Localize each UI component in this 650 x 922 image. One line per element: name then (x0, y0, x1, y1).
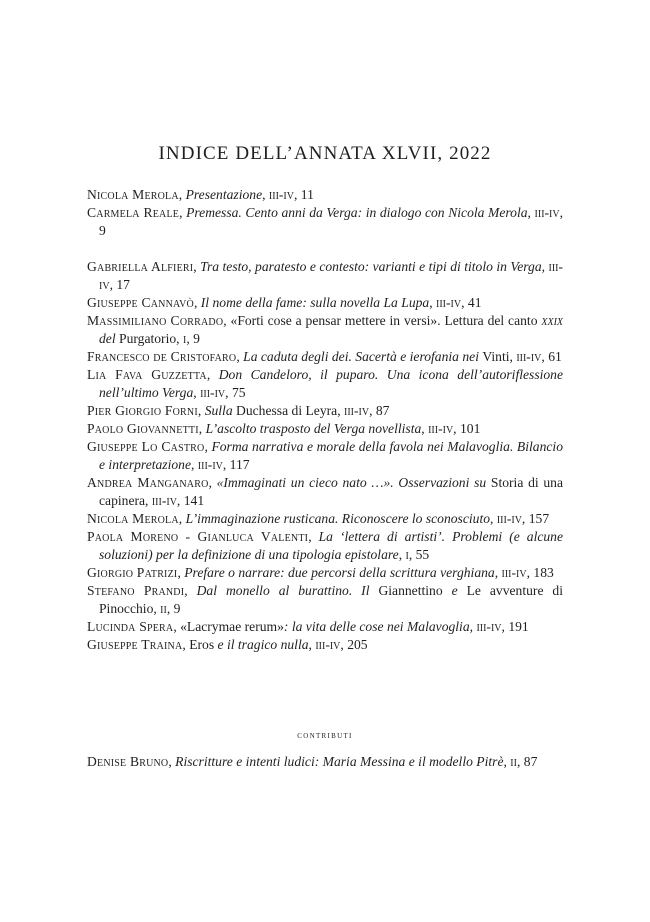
entry-volume: iii-iv (516, 349, 542, 364)
entry-volume: iii-iv (436, 295, 462, 310)
entry-author: Massimiliano Corrado (87, 313, 224, 328)
entry-volume: iii-iv (197, 457, 223, 472)
entry-separator: , (509, 349, 517, 364)
entry-page: , 9 (166, 601, 181, 616)
entry-title-segment: La caduta degli dei. Sacertà e ierofania nei (243, 349, 483, 364)
entry-separator: , (337, 403, 344, 418)
entry-title-segment: Vinti (482, 349, 510, 364)
entry-title-segment: Premessa. Cento anni da Verga: in dialogo con Nicola Merola (186, 205, 528, 220)
entry-page: , 101 (453, 421, 481, 436)
entry-page: , 183 (526, 565, 554, 580)
entry-volume: iii-iv (344, 403, 370, 418)
index-entry (87, 420, 563, 438)
entry-volume: iii-iv (476, 619, 502, 634)
entry-separator: , (191, 457, 198, 472)
entry-separator: , (153, 601, 161, 616)
entry-separator: , (223, 313, 231, 328)
entries-group-1 (87, 186, 563, 240)
entry-separator: , (178, 187, 186, 202)
entry-page: , 61 (541, 349, 562, 364)
index-entry (87, 564, 563, 582)
entry-separator: , (527, 205, 535, 220)
entry-page: , 141 (176, 493, 205, 508)
entry-author: Nicola Merola (87, 187, 179, 202)
entry-page: , 205 (340, 637, 368, 652)
entry-separator: , (198, 421, 206, 436)
entry-separator: , (179, 205, 187, 220)
entry-separator: , (177, 565, 185, 580)
index-entry (87, 753, 563, 771)
entry-author: Pier Giorgio Forni (87, 403, 198, 418)
entry-separator: , (490, 511, 497, 526)
entry-title-segment: Sulla (204, 403, 233, 418)
entry-author: Giuseppe Lo Castro (87, 439, 205, 454)
entry-title-segment: Duchessa di Leyra (232, 403, 338, 418)
entry-separator: , (262, 187, 269, 202)
entry-author: Lucinda Spera (87, 619, 174, 634)
entry-page: , 87 (369, 403, 390, 418)
entry-separator: , (204, 439, 212, 454)
entry-title-segment: Prefare o narrare: due percorsi della scrittura verghiana (184, 565, 495, 580)
entry-author: Giuseppe Cannavò (87, 295, 194, 310)
entry-separator: , (145, 493, 152, 508)
index-entry (87, 528, 563, 564)
index-entry (87, 294, 563, 312)
entry-title-segment: Il nome della fame: sulla novella La Lupa (200, 295, 430, 310)
entry-author: Carmela Reale (87, 205, 180, 220)
entry-volume: iii-iv (428, 421, 454, 436)
entry-separator: , (308, 529, 319, 544)
entry-page: , 75 (225, 385, 246, 400)
index-entry (87, 438, 563, 474)
entry-title-segment: e il tragico nulla (214, 637, 309, 652)
page-title: INDICE DELL’ANNATA XLVII, 2022 (158, 143, 492, 164)
entry-title-segment: «Forti cose a pensar mettere in versi». Lettura del canto (230, 313, 542, 328)
entry-title-segment: Tra testo, paratesto e contesto: varianti e tipi di titolo in Verga (200, 259, 542, 274)
entry-author: Francesco de Cristofaro (87, 349, 237, 364)
entry-volume: iii-iv (268, 187, 294, 202)
entry-separator: , (193, 295, 201, 310)
entry-title-segment: Riscritture e intenti ludici: Maria Messina e il modello Pitrè (175, 754, 504, 769)
entries-group-3 (87, 753, 563, 771)
entry-author: Gabriella Alfieri (87, 259, 194, 274)
entry-volume: iii-iv (501, 565, 527, 580)
index-entry (87, 366, 563, 402)
entry-separator: , (193, 259, 201, 274)
entry-page: , 9 (99, 205, 564, 238)
entry-title-segment: Purgatorio (119, 331, 177, 346)
entry-separator: , (182, 637, 190, 652)
entry-separator: , (429, 295, 437, 310)
entry-author: Paolo Giovannetti (87, 421, 199, 436)
entry-title-segment: Storia di una capinera (99, 475, 563, 508)
entry-author: Andrea Manganaro (87, 475, 209, 490)
entry-author: Lia Fava Guzzetta (87, 367, 207, 382)
entry-page: , 191 (501, 619, 529, 634)
index-entry (87, 510, 563, 528)
index-entry (87, 204, 563, 240)
entry-separator: , (176, 331, 183, 346)
entry-author: Stefano Prandi (87, 583, 185, 598)
entry-separator: , (494, 565, 502, 580)
entry-page: , 55 (408, 547, 430, 562)
entry-title-segment: Eros (189, 637, 215, 652)
entry-volume: iii-iv (200, 385, 226, 400)
entry-separator: , (541, 259, 549, 274)
entry-title-segment: : la vita delle cose nei Malavoglia (283, 619, 470, 634)
entry-title-segment: L’immaginazione rusticana. Riconoscere lo sconosciuto (185, 511, 491, 526)
entry-title-segment: Don Candeloro, il puparo. Una icona dell’autoriflessione nell’ultimo Verga (99, 367, 564, 400)
entry-separator: , (178, 511, 186, 526)
entry-volume: ii (510, 754, 517, 769)
entry-separator: , (308, 637, 316, 652)
section-heading-contributi: contributi (297, 730, 353, 741)
entry-separator: , (193, 385, 201, 400)
entry-volume: i (182, 331, 187, 346)
entry-page: , 41 (461, 295, 482, 310)
entry-title-segment: L’ascolto trasposto del Verga novellista (205, 421, 422, 436)
entry-title-segment: Le avventure di Pinocchio (99, 583, 564, 616)
entry-title-segment: e (442, 583, 467, 598)
entry-title-segment: Dal monello al burattino. Il (196, 583, 379, 598)
entry-author: Paola Moreno - Gianluca Valenti (87, 529, 309, 544)
entry-author: Giorgio Patrizi (87, 565, 178, 580)
entry-title-segment: Forma narrativa e morale della favola nei Malavoglia. Bilancio e interpretazione (99, 439, 563, 472)
entry-volume: ii (160, 601, 167, 616)
entry-page: , 9 (186, 331, 200, 346)
entry-separator: , (173, 619, 181, 634)
entry-page: , 17 (109, 277, 130, 292)
entry-separator: , (503, 754, 511, 769)
index-entry (87, 186, 563, 204)
entry-separator: , (208, 475, 217, 490)
entry-separator: , (469, 619, 477, 634)
entry-title-segment: xxix (541, 313, 564, 328)
entry-volume: iii-iv (315, 637, 341, 652)
entry-author: Nicola Merola (87, 511, 179, 526)
entry-title-segment: «Lacrymae rerum» (180, 619, 284, 634)
entry-volume: i (405, 547, 409, 562)
entry-title-segment: «Immaginati un cieco nato …». Osservazioni su (216, 475, 491, 490)
entry-separator: , (197, 403, 205, 418)
entry-page: , 11 (293, 187, 314, 202)
entry-separator: , (184, 583, 197, 598)
index-entry (87, 258, 563, 294)
entry-page: , 157 (521, 511, 550, 526)
entry-title-segment: Giannettino (378, 583, 443, 598)
index-entry (87, 618, 563, 636)
entry-title-segment: del (99, 331, 120, 346)
index-entry (87, 474, 563, 510)
entry-page: , 87 (516, 754, 538, 769)
entry-separator: , (206, 367, 219, 382)
entry-page: , 117 (222, 457, 250, 472)
entry-separator: , (421, 421, 429, 436)
entry-volume: iii-iv (496, 511, 522, 526)
entry-volume: iii-iv (151, 493, 177, 508)
entry-title-segment: Presentazione (185, 187, 263, 202)
entry-author: Denise Bruno (87, 754, 169, 769)
index-entry (87, 402, 563, 420)
entry-separator: , (236, 349, 244, 364)
index-entry (87, 312, 563, 348)
entry-separator: , (168, 754, 176, 769)
entry-author: Giuseppe Traina (87, 637, 183, 652)
entries-group-2 (87, 258, 563, 654)
entry-title-segment: La ‘lettera di artisti’. Problemi (e alcune soluzioni) per la definizione di una tipologia epistolare (99, 529, 564, 562)
entry-separator: , (398, 547, 406, 562)
index-entry (87, 636, 563, 654)
entry-volume: iii-iv (534, 205, 560, 220)
index-entry (87, 348, 563, 366)
index-entry (87, 582, 563, 618)
entry-volume: iii-iv (99, 259, 564, 292)
